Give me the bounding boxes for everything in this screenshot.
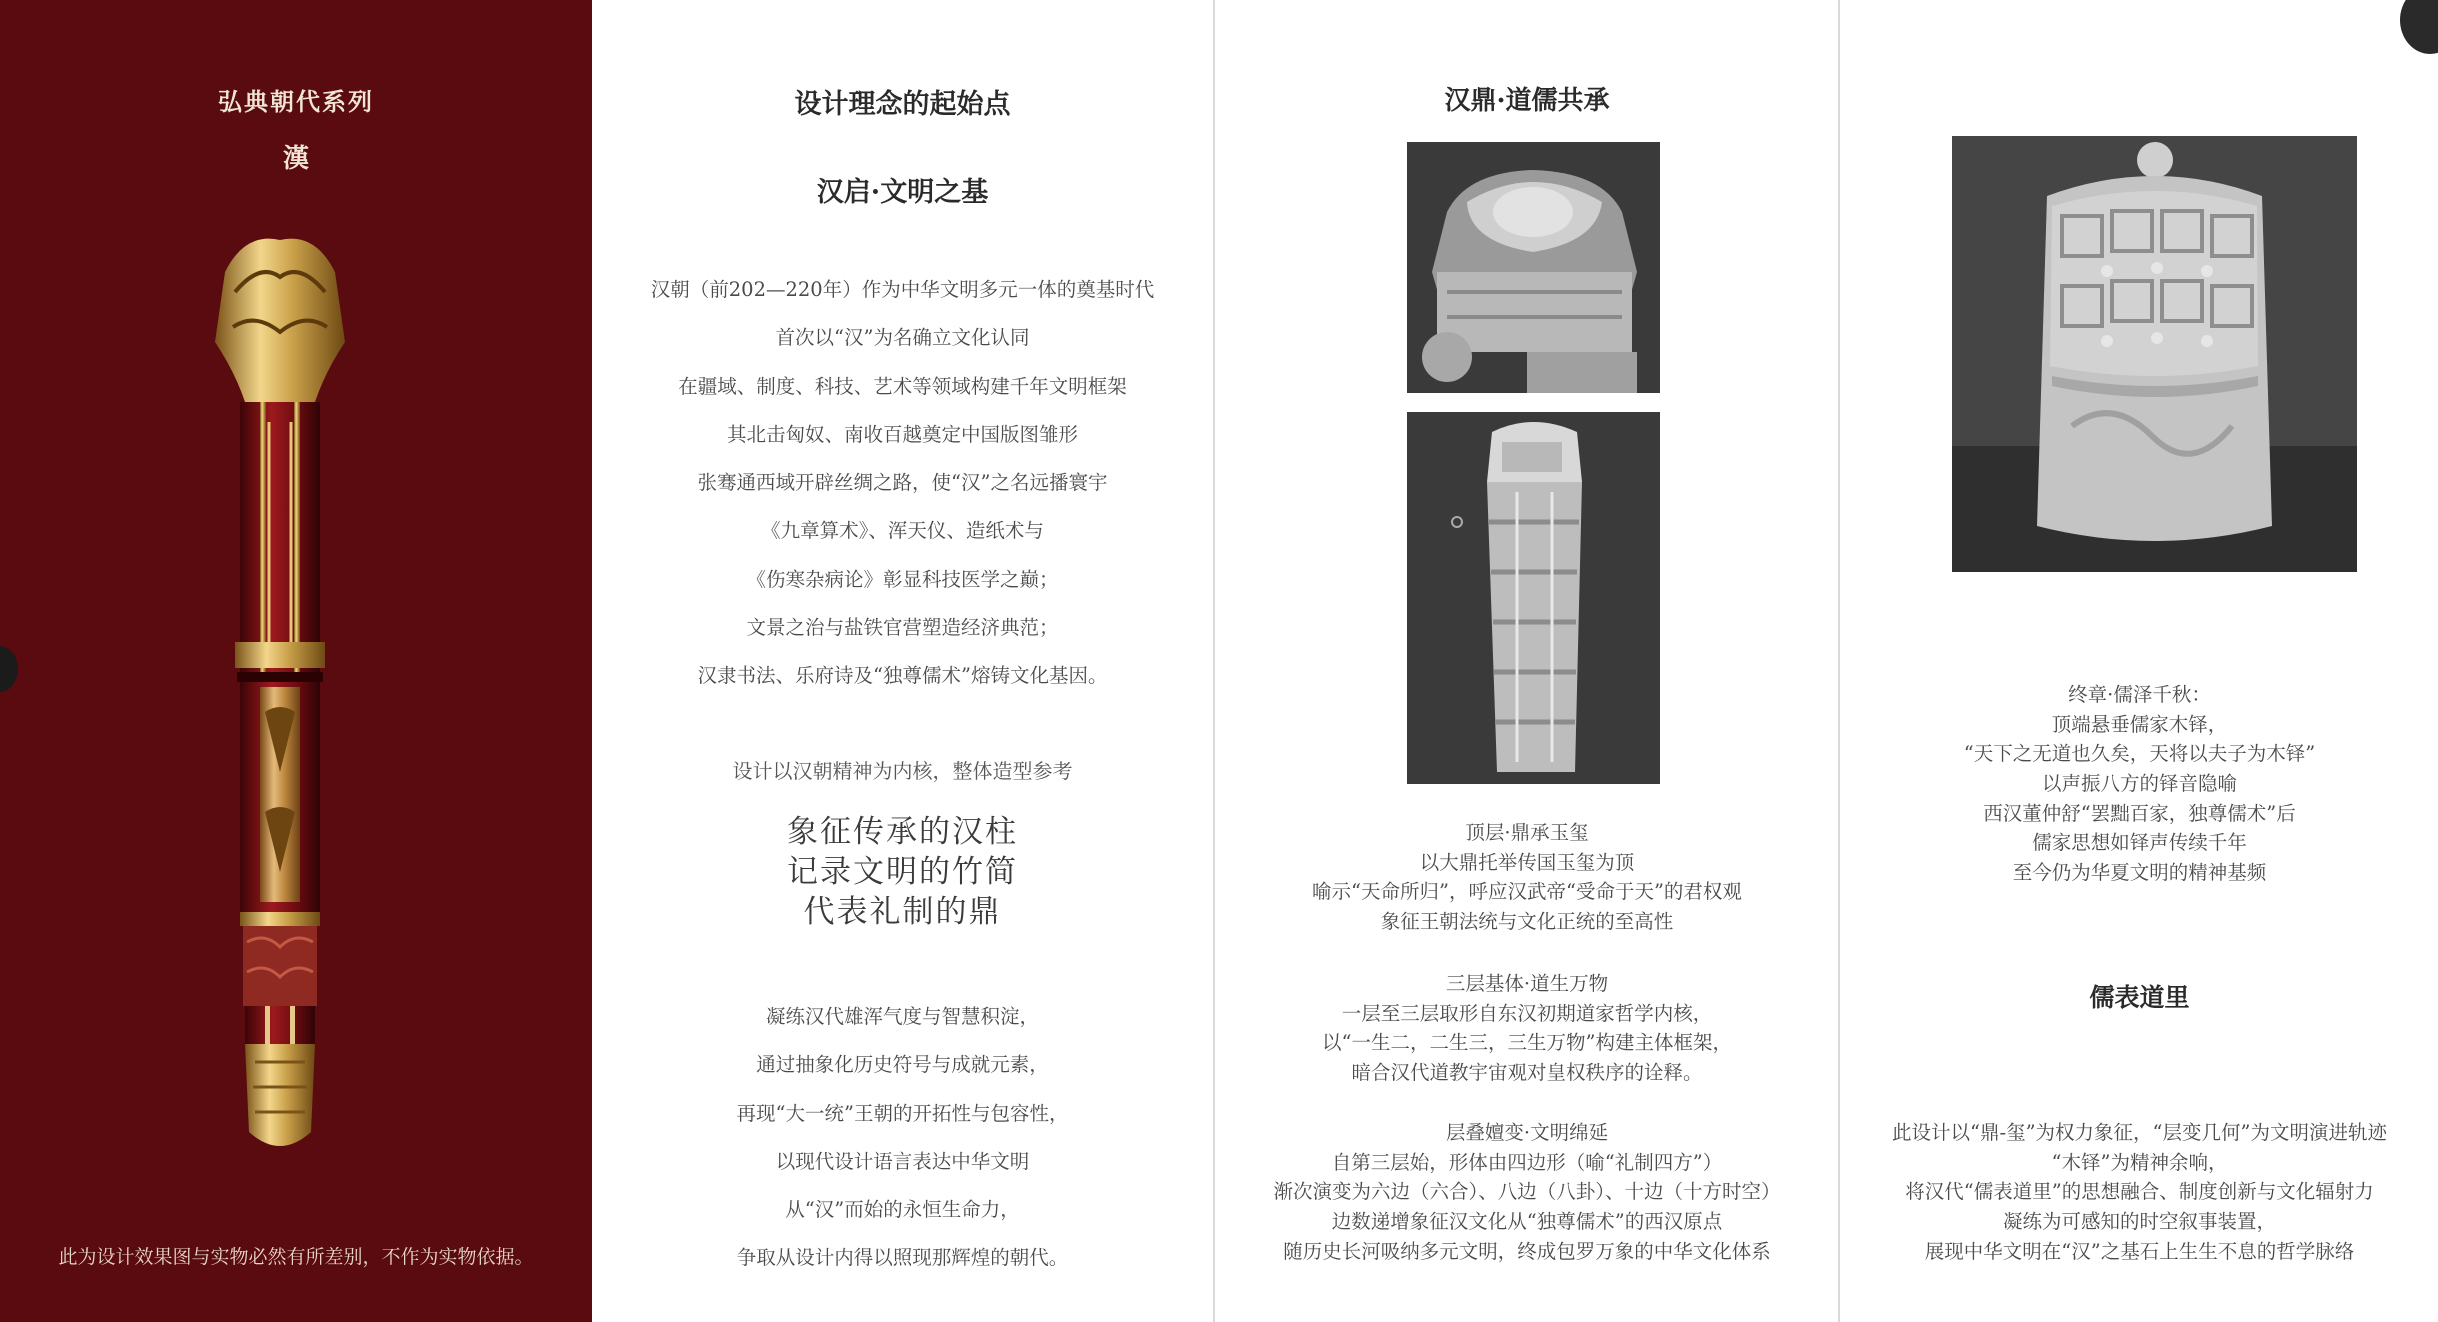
section-heading: 层叠嬗变·文明绵延 xyxy=(1445,1121,1609,1144)
seal-column-3d-render xyxy=(1407,412,1660,784)
design-concept-panel xyxy=(592,0,1215,1322)
text-line: “天下之无道也久矣，天将以夫子为木铎” xyxy=(1963,742,2316,766)
text-line: 西汉董仲舒“罢黜百家，独尊儒术”后 xyxy=(1983,801,2296,825)
section-heading: 终章·儒泽千秋： xyxy=(2068,683,2211,706)
text-line: 喻示“天命所归”，呼应汉武帝“受命于天”的君权观 xyxy=(1312,880,1742,904)
text-line: “木铎”为精神余响， xyxy=(2051,1150,2228,1174)
text-line: 一层至三层取形自东汉初期道家哲学内核， xyxy=(1341,1001,1713,1025)
text-line: 边数递增象征汉文化从“独尊儒术”的西汉原点 xyxy=(1331,1210,1723,1234)
text-line: 此设计以“鼎-玺”为权力象征，“层变几何”为文明演进轨迹 xyxy=(1892,1121,2387,1144)
ding-panel xyxy=(1216,0,1840,1322)
fountain-pen-illustration xyxy=(205,232,355,1160)
text-line: 随历史长河吸纳多元文明，终成包罗万象的中华文化体系 xyxy=(1283,1239,1771,1263)
final-chapter-description xyxy=(1841,680,2438,888)
text-line: 争取从设计内得以照现那辉煌的朝代。 xyxy=(736,1246,1069,1270)
text-line: 暗合汉代道教宇宙观对皇权秩序的诠释。 xyxy=(1351,1061,1703,1085)
text-line: 以声振八方的铎音隐喻 xyxy=(2041,772,2237,796)
ding-3d-render xyxy=(1407,142,1660,393)
history-paragraph xyxy=(592,266,1213,701)
text-line: 再现“大一统”王朝的开拓性与包容性， xyxy=(736,1101,1069,1125)
series-title: 弘典朝代系列 xyxy=(218,87,374,116)
disclaimer-note: 此为设计效果图与实物必然有所差别，不作为实物依据。 xyxy=(58,1246,534,1268)
design-paragraph xyxy=(592,993,1213,1283)
design-intro: 设计以汉朝精神为内核，整体造型参考 xyxy=(732,759,1073,783)
text-line: 张骞通西域开辟丝绸之路，使“汉”之名远播寰宇 xyxy=(697,471,1108,495)
text-line: 首次以“汉”为名确立文化认同 xyxy=(775,326,1030,350)
text-line: 凝练汉代雄浑气度与智慧积淀， xyxy=(765,1005,1039,1028)
highlight-line: 记录文明的竹简 xyxy=(787,854,1018,890)
section-heading: 顶层·鼎承玉玺 xyxy=(1465,821,1589,844)
dynasty-title: 漢 xyxy=(282,144,309,174)
layer-evolution-description xyxy=(1216,1118,1838,1266)
text-line: 凝练为可感知的时空叙事装置， xyxy=(2002,1210,2276,1234)
base-layer-description xyxy=(1216,969,1838,1088)
summary-paragraph xyxy=(1841,1118,2438,1266)
highlight-line: 代表礼制的鼎 xyxy=(803,894,1002,930)
section-heading: 三层基体·道生万物 xyxy=(1445,972,1609,995)
text-line: 顶端悬垂儒家木铎， xyxy=(2051,712,2228,736)
text-line: 《伤寒杂病论》彰显科技医学之巅； xyxy=(746,567,1059,591)
text-line: 汉隶书法、乐府诗及“独尊儒术”熔铸文化基因。 xyxy=(697,664,1108,688)
text-line: 其北击匈奴、南收百越奠定中国版图雏形 xyxy=(726,422,1078,446)
text-line: 将汉代“儒表道里”的思想融合、制度创新与文化辐射力 xyxy=(1905,1180,2374,1204)
text-line: 至今仍为华夏文明的精神基频 xyxy=(2012,861,2267,885)
text-line: 展现中华文明在“汉”之基石上生生不息的哲学脉络 xyxy=(1924,1239,2355,1263)
panel-title: 汉鼎·道儒共承 xyxy=(1444,86,1610,116)
text-line: 以大鼎托举传国玉玺为顶 xyxy=(1419,850,1635,874)
text-line: 在疆域、制度、科技、艺术等领域构建千年文明框架 xyxy=(678,374,1127,398)
cover-panel xyxy=(0,0,592,1322)
text-line: 《九章算术》、浑天仪、造纸术与 xyxy=(761,519,1044,543)
highlight-line: 象征传承的汉柱 xyxy=(787,814,1018,850)
text-line: 汉朝（前202—220年）作为中华文明多元一体的奠基时代 xyxy=(650,278,1155,301)
text-line: 以“一生二，二生三，三生万物”构建主体框架， xyxy=(1322,1031,1732,1055)
muduo-panel xyxy=(1841,0,2438,1322)
text-line: 通过抽象化历史符号与成就元素， xyxy=(756,1053,1049,1077)
panel-title: 设计理念的起始点 xyxy=(794,89,1011,120)
design-highlights xyxy=(592,812,1213,932)
text-line: 儒家思想如铎声传续千年 xyxy=(2032,831,2247,855)
text-line: 象征王朝法统与文化正统的至高性 xyxy=(1380,910,1674,934)
text-line: 以现代设计语言表达中华文明 xyxy=(775,1149,1030,1173)
top-layer-description xyxy=(1216,818,1838,937)
text-line: 自第三层始，形体由四边形（喻“礼制四方”） xyxy=(1331,1150,1723,1174)
panel-subtitle: 汉启·文明之基 xyxy=(816,177,989,208)
text-line: 从“汉”而始的永恒生命力， xyxy=(785,1198,1020,1222)
muduo-bell-3d-render xyxy=(1952,136,2357,572)
panel-title: 儒表道里 xyxy=(2089,983,2190,1012)
text-line: 文景之治与盐铁官营塑造经济典范； xyxy=(746,616,1059,640)
scroll-left-handle[interactable] xyxy=(0,646,18,692)
text-line: 渐次演变为六边（六合）、八边（八卦）、十边（十方时空） xyxy=(1273,1180,1781,1204)
